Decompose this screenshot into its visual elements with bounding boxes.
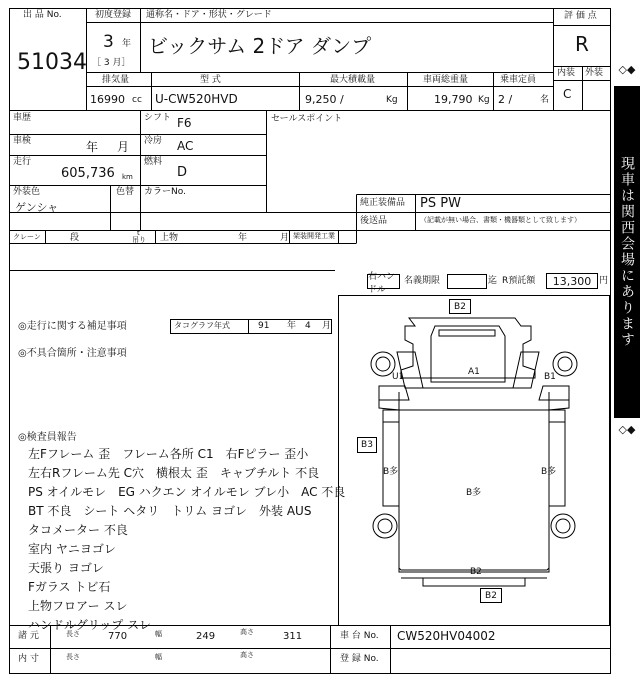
fuel: D [177, 165, 188, 180]
displacement: 16990 [90, 93, 125, 106]
banner-diamonds-top: ◇◆ [618, 63, 636, 76]
report-line: 左右Rフレーム先 C穴 横根太 歪 キャブチルト 不良 [28, 466, 320, 480]
inner-dims-label: 内 寸 [18, 654, 39, 664]
inspection-month: 月 [117, 140, 130, 154]
reg-no-label: 登 録 No. [340, 654, 379, 664]
tacho-year-unit: 年 [287, 321, 297, 331]
vehicle-name: ビックサム 2ドア ダンプ [148, 34, 372, 58]
mark-b2-bottom: B2 [470, 567, 482, 577]
report-line: タコメーター 不良 [28, 523, 128, 537]
mark-b-center: B多 [466, 488, 482, 498]
shift: F6 [177, 116, 192, 130]
tacho-year: 91 [258, 321, 270, 331]
first-reg-year: 3 [103, 32, 114, 52]
mark-a1: A1 [468, 367, 480, 377]
length: 770 [108, 631, 128, 642]
max-load-unit: Kg [386, 95, 398, 105]
mileage-label: 走行 [13, 157, 32, 167]
first-reg-label: 初度登録 [95, 10, 132, 20]
mileage: 605,736 [61, 166, 115, 181]
crane-label: クレーン [13, 233, 41, 241]
inspector-report-lines [28, 445, 345, 635]
recycle-amount: 13,300 [546, 273, 598, 289]
report-line: 天張り ヨゴレ [28, 561, 104, 575]
aircon: AC [177, 139, 194, 153]
displacement-unit: cc [132, 95, 142, 105]
exterior-color-label: 外装色 [13, 187, 41, 197]
aircon-label: 冷房 [144, 136, 163, 146]
mark-b1: B1 [544, 372, 556, 382]
lot-no-label: 出 品 No. [23, 10, 62, 20]
recycle-unit: 円 [599, 276, 609, 286]
history-label: 車歴 [13, 113, 32, 123]
mark-b3: B3 [357, 437, 377, 453]
model: U-CW520HVD [155, 92, 238, 106]
tacho-label: タコグラフ年式 [174, 321, 230, 330]
mark-b2-top: B2 [449, 299, 471, 314]
sales-point-label: セールスポイント [271, 114, 343, 124]
mark-b2-box: B2 [480, 588, 502, 603]
genuine-equip: PS PW [420, 196, 461, 211]
inner-length-label: 長さ [66, 653, 80, 661]
mark-b-left: B多 [383, 467, 399, 477]
fuel-label: 燃料 [144, 157, 163, 167]
grade-label: 評 価 点 [564, 11, 597, 21]
chassis-label: 車 台 No. [340, 631, 379, 641]
loader-year: 年 [238, 233, 248, 243]
aftermarket-label: 後送品 [360, 216, 388, 226]
inner-width-label: 幅 [155, 653, 162, 661]
shift-label: シフト [144, 113, 172, 123]
loader-month: 月 [280, 233, 290, 243]
gross-weight-label: 車両総重量 [423, 75, 469, 85]
width-label: 幅 [155, 630, 162, 638]
report-line: ハンドルグリップ スレ [28, 618, 152, 632]
report-line: 上物フロアー スレ [28, 599, 128, 613]
max-load: 9,250 / [305, 93, 344, 106]
crane-lift: 吊り [132, 236, 146, 244]
mark-b-right: B多 [541, 467, 557, 477]
mark-u1: U1 [392, 372, 405, 382]
report-label: ◎検査員報告 [18, 432, 77, 443]
banner-diamonds-bottom: ◇◆ [618, 423, 636, 436]
chassis-no: CW520HV04002 [397, 629, 496, 643]
report-line: BT 不良 シート ヘタリ トリム ヨゴレ 外装 AUS [28, 504, 312, 518]
recycle-label: R預託額 [502, 276, 536, 286]
genuine-equip-label: 純正装備品 [360, 198, 406, 208]
report-line: PS オイルモレ EG ハクエン オイルモレ ブレ小 AC 不良 [28, 485, 346, 499]
interior-grade: C [563, 87, 572, 101]
report-line: 室内 ヤニヨゴレ [28, 542, 116, 556]
aftermarket-note: （記載が無い場合、書類・機器類として致します） [420, 216, 581, 224]
width: 249 [196, 631, 216, 642]
lot-no: 51034 [17, 50, 87, 75]
venue-banner: 現車は関西会場にあります [614, 86, 640, 418]
inspection-year: 年 [86, 140, 99, 154]
loader-label: 上物 [160, 233, 179, 243]
height-label: 高さ [240, 628, 254, 636]
maker-label: 架装開発工業 [293, 232, 335, 240]
tacho-month: 4 [305, 321, 311, 331]
height: 311 [283, 631, 303, 642]
color-change-label: 色替 [116, 187, 135, 197]
exterior-color: ゲンシャ [15, 201, 59, 214]
capacity: 2 / [498, 93, 513, 106]
first-reg-month: ［ 3 月］ [92, 58, 131, 68]
mileage-unit: km [122, 173, 133, 181]
vehicle-name-label: 通称名・ドア・形状・グレード [146, 10, 272, 20]
gross-weight: 19,790 [434, 93, 473, 106]
exterior-label: 外装 [585, 68, 604, 78]
title-label: 名義期限 [404, 276, 441, 286]
interior-label: 内装 [557, 68, 576, 78]
displacement-label: 排気量 [102, 75, 130, 85]
dims-label: 諸 元 [18, 631, 39, 641]
capacity-unit: 名 [540, 95, 550, 105]
title-date-box [447, 274, 487, 289]
first-reg-year-unit: 年 [122, 39, 132, 49]
model-label: 型 式 [200, 75, 221, 85]
capacity-label: 乗車定員 [500, 75, 537, 85]
running-notes-label: ◎走行に関する補足事項 [18, 321, 127, 332]
crane-t: t [137, 229, 140, 237]
inspection-label: 車検 [13, 136, 32, 146]
crane-steps: 段 [70, 233, 80, 243]
report-line: Fガラス トビ石 [28, 580, 111, 594]
color-no-label: カラーNo. [144, 187, 186, 197]
steering-box: 右ハンドル [367, 274, 400, 289]
tacho-month-unit: 月 [322, 321, 332, 331]
remain-label: 迄 [488, 276, 498, 286]
defects-label: ◎不具合箇所・注意事項 [18, 348, 127, 359]
inner-height-label: 高さ [240, 651, 254, 659]
report-line: 左Fフレーム 歪 フレーム各所 C1 右Fピラー 歪小 [28, 447, 309, 461]
grade: R [575, 32, 589, 56]
gross-weight-unit: Kg [478, 95, 490, 105]
max-load-label: 最大積載量 [330, 75, 376, 85]
length-label: 長さ [66, 630, 80, 638]
